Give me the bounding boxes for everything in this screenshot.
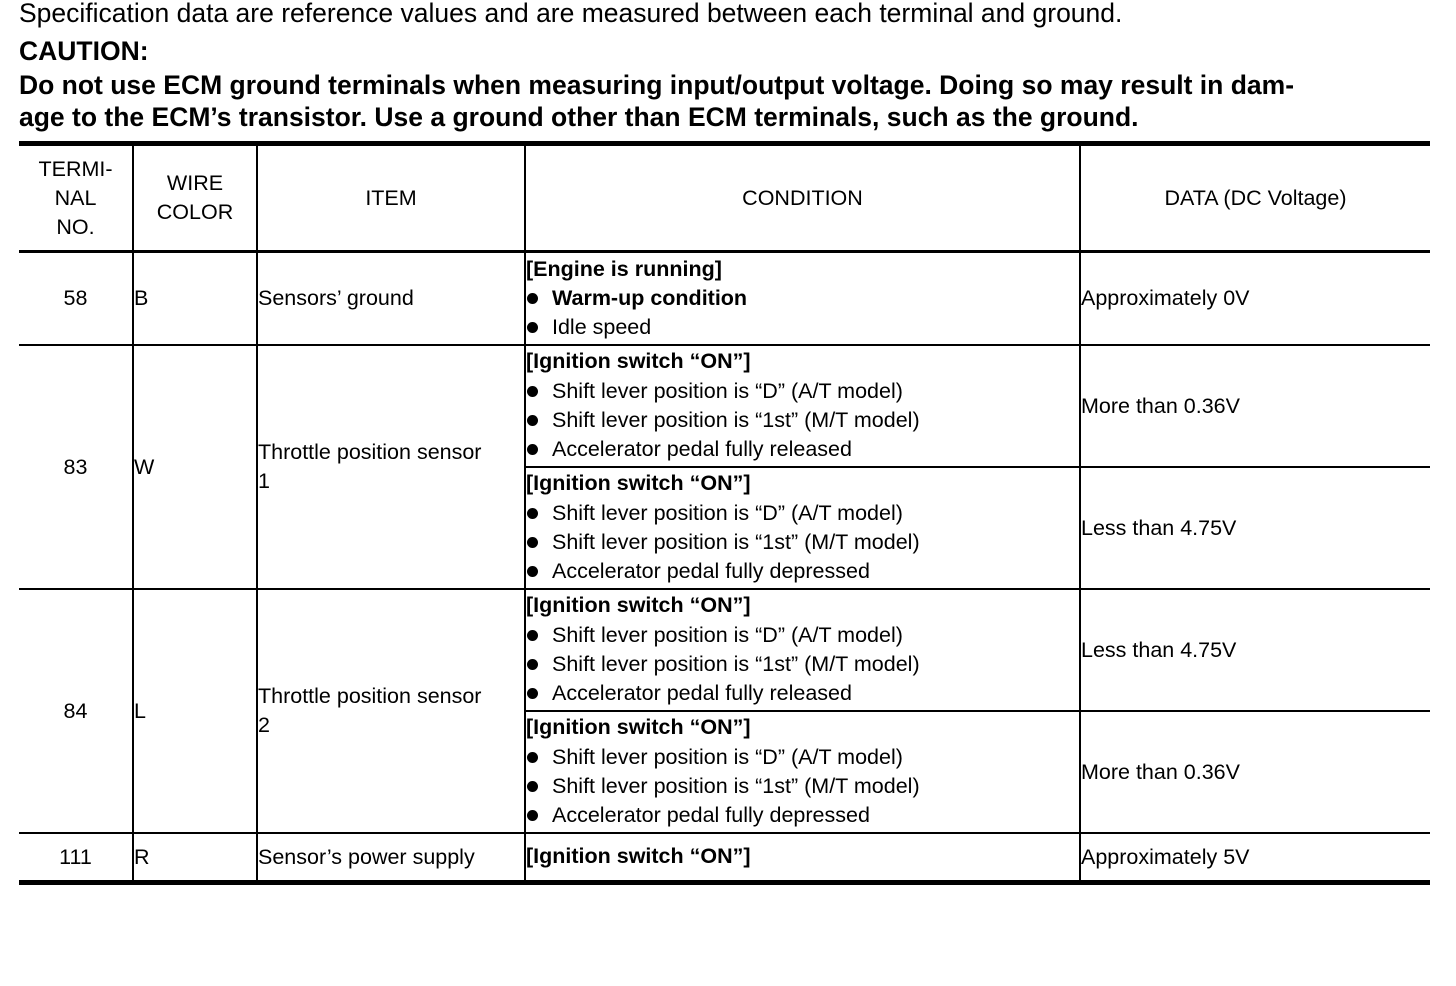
table-header-row <box>19 144 1430 252</box>
condition-bullet: Accelerator pedal fully released <box>526 679 1079 708</box>
condition-title: [Ignition switch “ON”] <box>526 715 751 740</box>
data-voltage: Less than 4.75V <box>1080 589 1430 711</box>
condition-bullet: Shift lever position is “1st” (M/T model) <box>526 406 1079 435</box>
condition-cell <box>525 589 1080 711</box>
condition-cell <box>525 252 1080 346</box>
table-row <box>19 589 1430 711</box>
data-voltage: More than 0.36V <box>1080 711 1430 833</box>
condition-cell <box>525 711 1080 833</box>
bullet-dot-icon <box>527 810 538 821</box>
table-row <box>19 252 1430 346</box>
wire-color: B <box>133 252 257 346</box>
condition-title: [Ignition switch “ON”] <box>526 593 751 618</box>
bullet-dot-icon <box>527 630 538 641</box>
data-voltage: Less than 4.75V <box>1080 467 1430 589</box>
terminal-no: 58 <box>19 252 133 346</box>
condition-bullet: Warm-up condition <box>526 284 1079 313</box>
header-item: ITEM <box>257 144 525 252</box>
condition-cell <box>525 833 1080 883</box>
terminal-no: 111 <box>19 833 133 883</box>
caution-line: age to the ECM’s transistor. Use a ground other than ECM terminals, such as the ground. <box>19 102 1139 132</box>
bullet-dot-icon <box>527 444 538 455</box>
caution-line: Do not use ECM ground terminals when measuring input/output voltage. Doing so may result in dam- <box>19 70 1295 100</box>
bullet-dot-icon <box>527 386 538 397</box>
caution-title: CAUTION: <box>19 36 149 66</box>
condition-bullet: Idle speed <box>526 313 1079 342</box>
condition-bullet: Shift lever position is “D” (A/T model) <box>526 377 1079 406</box>
condition-bullet: Accelerator pedal fully released <box>526 435 1079 464</box>
wire-color: L <box>133 589 257 833</box>
data-voltage: Approximately 0V <box>1080 252 1430 346</box>
condition-bullet: Shift lever position is “D” (A/T model) <box>526 743 1079 772</box>
bullet-dot-icon <box>527 688 538 699</box>
condition-title: [Engine is running] <box>526 256 722 281</box>
bullet-dot-icon <box>527 781 538 792</box>
data-voltage: Approximately 5V <box>1080 833 1430 883</box>
header-wire-color: WIRE COLOR <box>133 144 257 252</box>
item-cell: Throttle position sensor 2 <box>257 589 525 833</box>
header-data: DATA (DC Voltage) <box>1080 144 1430 252</box>
condition-title: [Ignition switch “ON”] <box>526 471 751 496</box>
condition-bullet: Accelerator pedal fully depressed <box>526 801 1079 830</box>
condition-title: [Ignition switch “ON”] <box>526 349 751 374</box>
bullet-dot-icon <box>527 322 538 333</box>
condition-bullet: Shift lever position is “D” (A/T model) <box>526 499 1079 528</box>
data-voltage: More than 0.36V <box>1080 345 1430 467</box>
header-condition: CONDITION <box>525 144 1080 252</box>
ecm-terminal-table <box>19 141 1430 885</box>
wire-color: W <box>133 345 257 589</box>
terminal-no: 83 <box>19 345 133 589</box>
bullet-dot-icon <box>527 752 538 763</box>
bullet-dot-icon <box>527 415 538 426</box>
bullet-dot-icon <box>527 659 538 670</box>
header-terminal-no: TERMI- NAL NO. <box>19 144 133 252</box>
bullet-dot-icon <box>527 537 538 548</box>
condition-bullet: Shift lever position is “1st” (M/T model) <box>526 772 1079 801</box>
caution-body <box>19 69 1431 133</box>
condition-title: [Ignition switch “ON”] <box>526 844 751 869</box>
condition-bullet: Shift lever position is “1st” (M/T model) <box>526 650 1079 679</box>
condition-cell <box>525 467 1080 589</box>
condition-bullet: Shift lever position is “D” (A/T model) <box>526 621 1079 650</box>
table-row <box>19 345 1430 467</box>
condition-cell <box>525 345 1080 467</box>
item-cell: Throttle position sensor 1 <box>257 345 525 589</box>
bullet-dot-icon <box>527 508 538 519</box>
item-cell: Sensor’s power supply <box>257 833 525 883</box>
item-cell: Sensors’ ground <box>257 252 525 346</box>
table-row <box>19 833 1430 883</box>
condition-bullet: Shift lever position is “1st” (M/T model) <box>526 528 1079 557</box>
condition-bullet: Accelerator pedal fully depressed <box>526 557 1079 586</box>
bullet-dot-icon <box>527 566 538 577</box>
wire-color: R <box>133 833 257 883</box>
intro-text: Specification data are reference values and are measured between each terminal and ground. <box>19 0 1123 28</box>
bullet-dot-icon <box>527 293 538 304</box>
terminal-no: 84 <box>19 589 133 833</box>
